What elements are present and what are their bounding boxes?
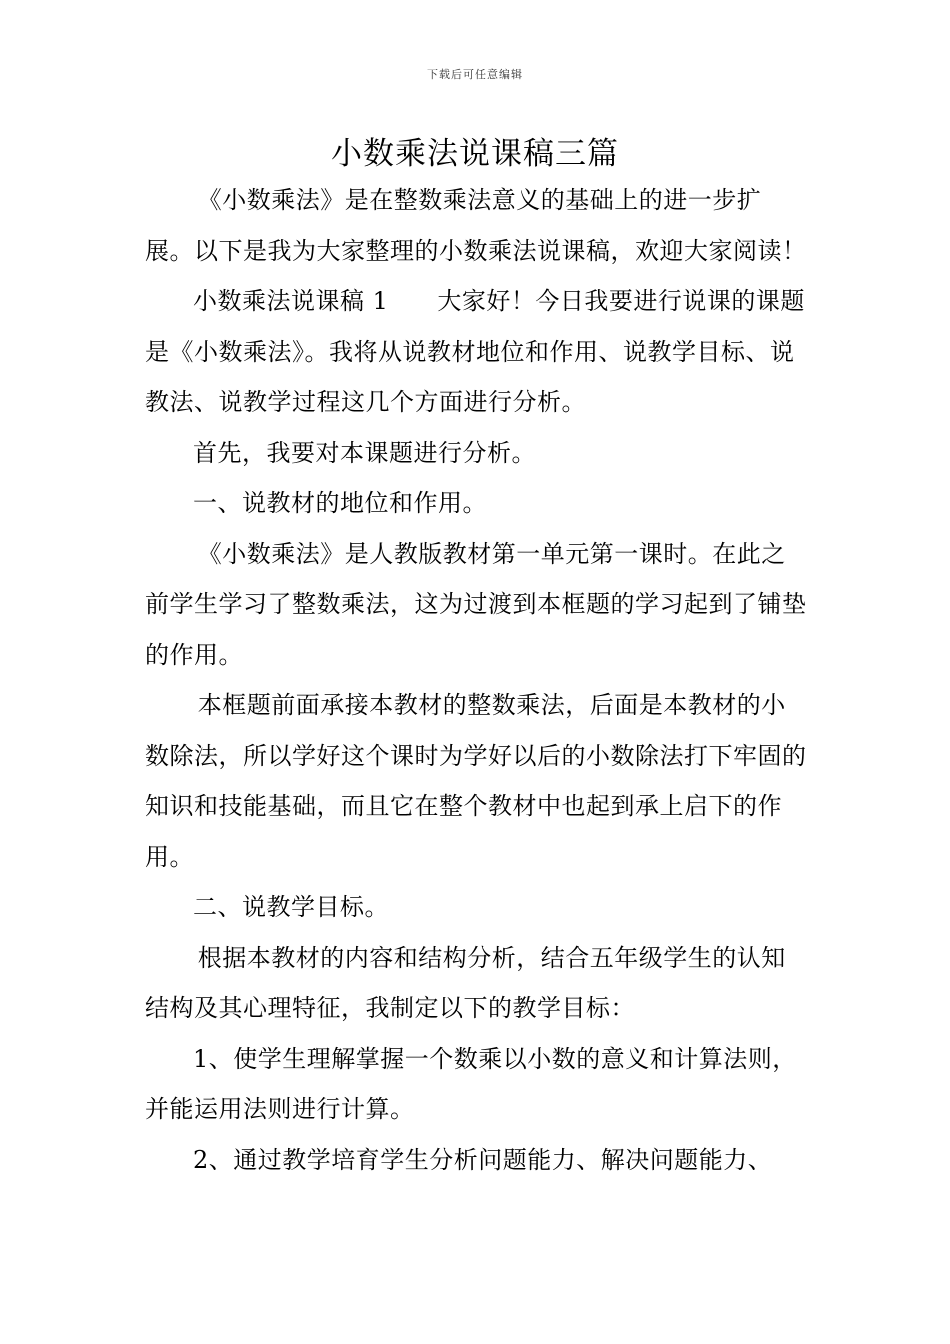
section-heading-teaching-goals: 二、说教学目标。 [193, 893, 389, 921]
paragraph-analysis-intro: 首先，我要对本课题进行分析。 [193, 438, 536, 467]
section-heading-textbook-role: 一、说教材的地位和作用。 [193, 489, 487, 517]
list-item-goal-2: 2、通过教学培育学生分析问题能力、解决问题能力、 [193, 1145, 773, 1174]
document-body [145, 175, 810, 1185]
paragraph-textbook-connection: 本框题前面承接本教材的整数乘法，后面是本教材的小数除法，所以学好这个课时为学好以后的小数除法打下牢固的知识和技能基础，而且它在整个教材中也起到承上启下的作用。 [145, 691, 807, 871]
document-title: 小数乘法说课稿三篇 [331, 136, 619, 172]
paragraph-intro: 《小数乘法》是在整数乘法意义的基础上的进一步扩展。以下是我为大家整理的小数乘法说课稿，欢迎大家阅读！ [145, 186, 807, 265]
paragraph-textbook-position: 《小数乘法》是人教版教材第一单元第一课时。在此之前学生学习了整数乘法，这为过渡到本框题的学习起到了铺垫的作用。 [145, 539, 807, 669]
header-note: 下载后可任意编辑 [427, 68, 523, 81]
paragraph-lecture-1-opening: 小数乘法说课稿 1 大家好！今日我要进行说课的课题是《小数乘法》。我将从说教材地位和作用、说教学目标、说教法、说教学过程这几个方面进行分析。 [145, 287, 805, 416]
paragraph-goals-basis: 根据本教材的内容和结构分析，结合五年级学生的认知结构及其心理特征，我制定以下的教学目标： [145, 943, 786, 1022]
list-item-goal-1: 1、使学生理解掌握一个数乘以小数的意义和计算法则，并能运用法则进行计算。 [145, 1044, 797, 1123]
